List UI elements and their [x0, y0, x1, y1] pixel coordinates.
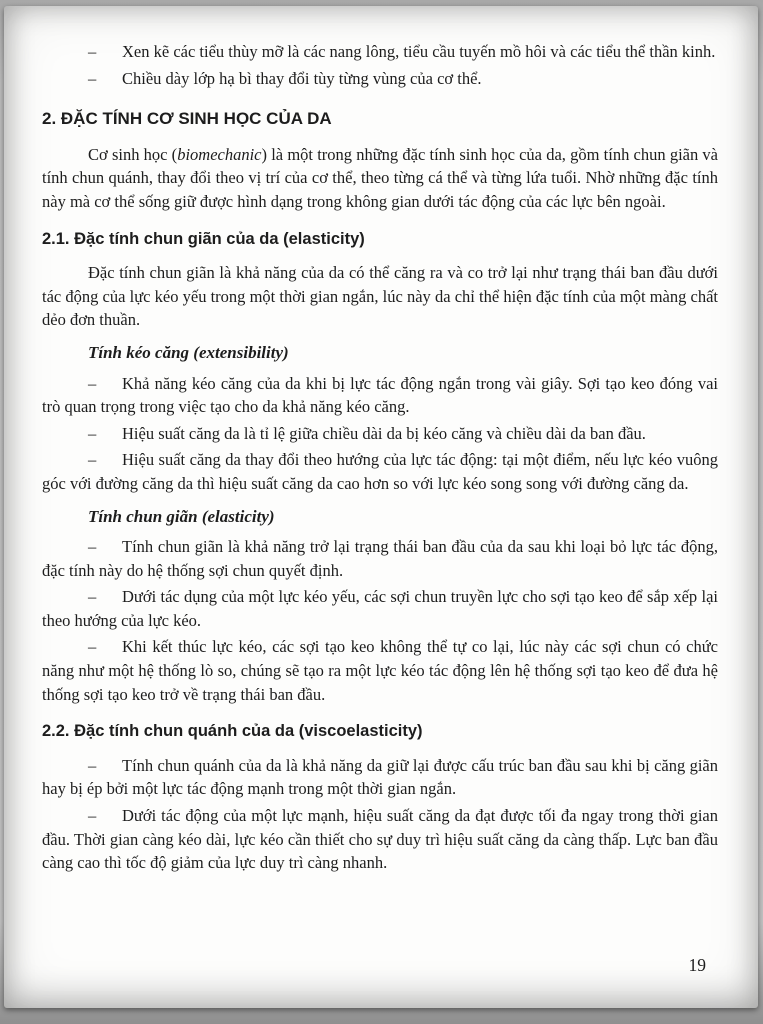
- paragraph: [42, 754, 718, 801]
- paragraph: [42, 448, 718, 495]
- list-dash-marker: –: [88, 423, 97, 443]
- text-run: Dưới tác dụng của một lực kéo yếu, các sợi chun truyền lực cho sợi tạo keo để sắp xếp lại theo hướng của lực kéo.: [42, 587, 718, 630]
- text-run: Hiệu suất căng da thay đổi theo hướng của lực tác động: tại một điểm, nếu lực kéo vuông góc với đường căng da thì hiệu suất căng da cao hơn so với lực kéo song song với đường căng da.: [42, 450, 718, 493]
- paragraph: [42, 143, 718, 214]
- list-dash-marker: –: [88, 537, 97, 557]
- paragraph: [42, 372, 718, 419]
- text-run: Tính chun giãn là khả năng trở lại trạng thái ban đầu của da sau khi loại bỏ lực tác động, đặc tính này do hệ thống sợi chun quyết định.: [42, 537, 718, 580]
- list-dash-marker: –: [88, 587, 97, 607]
- list-dash-marker: –: [88, 42, 97, 61]
- list-dash-marker: –: [88, 755, 97, 775]
- paragraph: [42, 585, 718, 632]
- text-run: Chiều dày lớp hạ bì thay đổi tùy từng vùng của cơ thể.: [122, 68, 482, 88]
- paragraph: [42, 804, 718, 875]
- paragraph: [42, 40, 718, 64]
- text-run: Xen kẽ các tiểu thùy mỡ là các nang lông, tiểu cầu tuyến mồ hôi và các tiểu thể thần kinh.: [122, 42, 716, 61]
- paragraph: [42, 261, 718, 332]
- run-in-heading: [42, 505, 718, 529]
- text-run: 2.1. Đặc tính chun giãn của da (elasticity): [42, 229, 365, 248]
- text-run: ) là một trong những đặc tính sinh học của da, gồm tính chun giãn và tính chun quánh, thay đổi theo vị trí của cơ thể, theo từng cá thể và từng lứa tuổi. Nhờ những đặc tính này mà cơ thể sống giữ được hình dạng trong không gian dưới tác động của các lực bên ngoài.: [42, 144, 719, 211]
- text-run: Tính kéo căng (extensibility): [88, 342, 289, 362]
- paragraph: [42, 422, 718, 446]
- list-dash-marker: –: [88, 450, 97, 470]
- paragraph: [42, 635, 718, 706]
- run-in-heading: [42, 341, 718, 365]
- document-content: [42, 40, 718, 878]
- text-run: Khả năng kéo căng của da khi bị lực tác động ngắn trong vài giây. Sợi tạo keo đóng vai trò quan trọng trong việc tạo cho da khả năng kéo căng.: [42, 373, 718, 417]
- list-dash-marker: –: [88, 68, 97, 88]
- list-dash-marker: –: [88, 806, 97, 826]
- list-dash-marker: –: [88, 373, 97, 393]
- paragraph: [42, 535, 718, 582]
- paragraph: [42, 67, 718, 91]
- text-run: Hiệu suất căng da là tỉ lệ giữa chiều dài da bị kéo căng và chiều dài da ban đầu.: [122, 423, 646, 443]
- list-dash-marker: –: [88, 637, 97, 657]
- text-run: Dưới tác động của một lực mạnh, hiệu suất căng da đạt được tối đa ngay trong thời gian đầu. Thời gian càng kéo dài, lực kéo cần thiết cho sự duy trì hiệu suất căng da càng thấp. Lực ban đầu càng cao thì tốc độ giảm của lực duy trì càng nhanh.: [42, 806, 718, 873]
- text-run: Đặc tính chun giãn là khả năng của da có thể căng ra và co trở lại như trạng thái ban đầu dưới tác động của lực kéo yếu trong một thời gian ngắn, lúc này da chỉ thể hiện đặc tính của một màng chất dẻo đơn thuần.: [42, 263, 718, 330]
- subsection-heading: [42, 228, 718, 252]
- text-run: 2. ĐẶC TÍNH CƠ SINH HỌC CỦA DA: [42, 109, 332, 129]
- text-run: Cơ sinh học (: [88, 144, 178, 164]
- text-run: Tính chun giãn (elasticity): [88, 506, 275, 526]
- subsection-heading: [42, 720, 718, 744]
- text-run: 2.2. Đặc tính chun quánh của da (viscoelasticity): [42, 722, 423, 741]
- text-run: Tính chun quánh của da là khả năng da giữ lại được cấu trúc ban đầu sau khi bị căng giãn hay bị ép bởi một lực tác động mạnh trong một thời gian ngắn.: [42, 755, 718, 799]
- text-run: Khi kết thúc lực kéo, các sợi tạo keo không thể tự co lại, lúc này các sợi chun có chức năng như một hệ thống lò so, chúng sẽ tạo ra một lực kéo tác động lên hệ thống sợi tạo keo để đưa hệ thống sợi tạo keo trở về trạng thái ban đầu.: [42, 637, 718, 704]
- page-number: 19: [688, 955, 706, 975]
- italic-text-run: biomechanic: [177, 144, 262, 164]
- section-heading: [42, 107, 718, 131]
- scanned-page: [4, 6, 758, 1008]
